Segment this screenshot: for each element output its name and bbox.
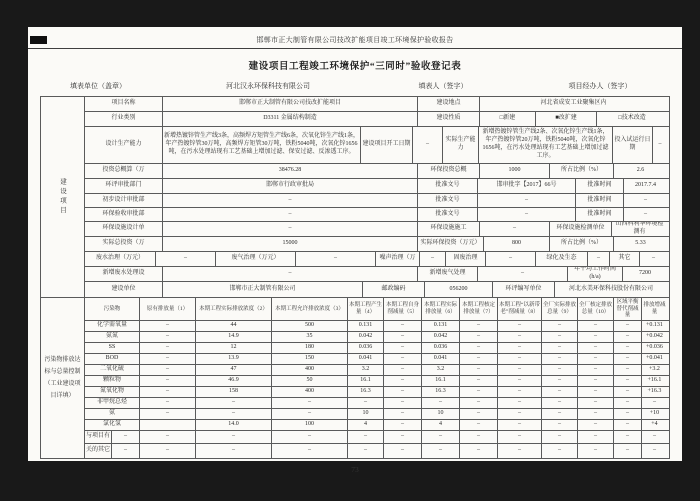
cell: 年平均工作时间(h/a) bbox=[567, 267, 622, 281]
cell: – bbox=[587, 252, 609, 266]
table-row bbox=[85, 163, 669, 178]
cell: 500 bbox=[271, 321, 347, 331]
cell: – bbox=[577, 431, 613, 443]
cell: 建设性质 bbox=[417, 112, 479, 126]
cell: – bbox=[459, 376, 497, 386]
cell: – bbox=[139, 365, 195, 375]
cell: – bbox=[497, 343, 541, 353]
table-row bbox=[85, 236, 669, 251]
table-row bbox=[85, 342, 669, 353]
cell: 绿化及生态 bbox=[535, 252, 587, 266]
cell: 噪声治理（万 bbox=[375, 252, 419, 266]
cell: – bbox=[497, 321, 541, 331]
cell: – bbox=[459, 444, 497, 458]
cell: 环保设施设计单 bbox=[102, 225, 145, 232]
cell: – bbox=[497, 444, 541, 458]
cell: 环保设施施工 bbox=[417, 222, 479, 236]
cell: – bbox=[383, 332, 421, 342]
cell: 12 bbox=[195, 343, 271, 353]
meta-row bbox=[28, 81, 682, 91]
cell: 环评编写单位 bbox=[492, 282, 554, 297]
cell: – bbox=[383, 398, 421, 408]
cell: 本期工程“以新带老”削减量（8） bbox=[497, 298, 541, 320]
cell: 环保设施检测单位 bbox=[549, 222, 611, 236]
cell: – bbox=[459, 387, 497, 397]
cell: 056200 bbox=[424, 282, 492, 297]
cell: 环保验收审批部 bbox=[102, 210, 145, 217]
cell: – bbox=[613, 409, 641, 419]
section-project bbox=[41, 97, 669, 297]
cell: – bbox=[139, 409, 195, 419]
cell: SS bbox=[108, 344, 116, 351]
cell: – bbox=[162, 208, 417, 221]
cell: 35 bbox=[271, 332, 347, 342]
document-page bbox=[28, 27, 682, 474]
cell: – bbox=[613, 321, 641, 331]
cell: – bbox=[641, 444, 667, 458]
cell: – bbox=[623, 208, 667, 221]
cell: – bbox=[139, 376, 195, 386]
cell: – bbox=[459, 321, 497, 331]
cell: – bbox=[541, 387, 577, 397]
section-pollutants bbox=[41, 297, 669, 458]
cell: – bbox=[577, 409, 613, 419]
cell: 批准时间 bbox=[575, 208, 623, 221]
cell: – bbox=[541, 409, 577, 419]
cell: 山西科利华环境检测有 bbox=[611, 222, 667, 236]
cell: 所占比例（%） bbox=[549, 237, 613, 251]
cell: 新增热镀锌管生产线3条，高频焊方矩管生产线6条，次氧化锌生产线1条，年产热镀锌管30万吨，高频焊方矩管30万吨，铁粉5040吨，次氧化锌1656吨，在污水处理站现有工艺基础上增加过滤、保安过滤、反渗透工序。 bbox=[162, 127, 360, 163]
cell: 2017.7.4 bbox=[623, 179, 667, 193]
cell: 800 bbox=[483, 237, 549, 251]
table-row bbox=[85, 251, 669, 266]
cell: – bbox=[271, 444, 347, 458]
cell: 3.2 bbox=[421, 365, 459, 375]
registration-table bbox=[40, 96, 670, 459]
cell: 二氧化硫 bbox=[99, 366, 124, 373]
cell: – bbox=[577, 321, 613, 331]
table-row bbox=[85, 97, 669, 111]
cell: – bbox=[139, 444, 195, 458]
cell: 所占比例（%） bbox=[549, 164, 613, 178]
cell: 与项目有 bbox=[86, 433, 111, 440]
cell: 2.6 bbox=[613, 164, 667, 178]
cell: 新增热镀锌管生产线2条、次氧化锌生产线1条，年产热镀锌管20万吨，铁粉5040吨，次氧化锌1656吨，在污水处理站现有工艺基础上增加过滤工序。 bbox=[478, 127, 612, 163]
cell: 本期工程实际排放浓度（2） bbox=[195, 298, 271, 320]
table-row bbox=[85, 193, 669, 207]
cell: 实际环保投资（万元） bbox=[417, 237, 483, 251]
cell: 建设项目开工日期 bbox=[360, 127, 412, 163]
cell: 16.3 bbox=[347, 387, 383, 397]
cell: 批准文号 bbox=[417, 179, 477, 193]
cell: – bbox=[577, 343, 613, 353]
cell: – bbox=[459, 398, 497, 408]
cell: 批准时间 bbox=[575, 194, 623, 207]
cell: – bbox=[541, 354, 577, 364]
cell: 44 bbox=[195, 321, 271, 331]
cell: 氨氮 bbox=[105, 333, 118, 340]
cell: – bbox=[477, 208, 575, 221]
cell: – bbox=[162, 222, 417, 236]
cell: 本期工程自身削减量（5） bbox=[383, 298, 421, 320]
table-row bbox=[85, 266, 669, 281]
cell: 实际生产能力 bbox=[442, 127, 478, 163]
cell: 邯审批字【2017】66号 bbox=[477, 179, 575, 193]
cell: – bbox=[497, 365, 541, 375]
cell: – bbox=[613, 365, 641, 375]
cell: – bbox=[613, 332, 641, 342]
cell: 0.041 bbox=[347, 354, 383, 364]
fill-unit-value: 河北汉永环保科技有限公司 bbox=[226, 82, 310, 90]
cell: 10 bbox=[347, 409, 383, 419]
cell: 颗粒物 bbox=[102, 377, 121, 384]
cell: 其它 bbox=[609, 252, 639, 266]
cell: 13.9 bbox=[195, 354, 271, 364]
cell: – bbox=[459, 365, 497, 375]
cell: 46.9 bbox=[195, 376, 271, 386]
table-row bbox=[85, 397, 669, 408]
cell: – bbox=[613, 420, 641, 430]
cell: – bbox=[383, 431, 421, 443]
cell: 邯郸市正大制管有限公司 bbox=[162, 282, 362, 297]
cell: 环评审批部门 bbox=[105, 182, 142, 189]
cell: 批准时间 bbox=[575, 179, 623, 193]
cell: 4 bbox=[421, 420, 459, 430]
cell: – bbox=[577, 444, 613, 458]
cell: – bbox=[613, 398, 641, 408]
cell: +4 bbox=[641, 420, 667, 430]
cell: 氨 bbox=[108, 410, 115, 417]
cell: – bbox=[541, 332, 577, 342]
cell: 38476.28 bbox=[162, 164, 417, 178]
filler-label: 填表人（签字） bbox=[418, 82, 468, 90]
cell: 污染物 bbox=[103, 305, 121, 312]
cell: 16.1 bbox=[347, 376, 383, 386]
cell: 废水治理（万元） bbox=[95, 255, 144, 262]
table-row bbox=[85, 320, 669, 331]
cell: – bbox=[652, 127, 667, 163]
cell: +16.1 bbox=[641, 376, 667, 386]
cell: – bbox=[485, 252, 535, 266]
cell: – bbox=[383, 387, 421, 397]
cell: – bbox=[639, 252, 667, 266]
cell: – bbox=[577, 387, 613, 397]
cell: 16.3 bbox=[421, 387, 459, 397]
cell: 建设单位 bbox=[111, 285, 136, 292]
cell: – bbox=[383, 420, 421, 430]
cell: – bbox=[111, 431, 139, 443]
cell: – bbox=[412, 127, 442, 163]
cell: 0.042 bbox=[421, 332, 459, 342]
cell: – bbox=[613, 431, 641, 443]
cell: – bbox=[477, 194, 575, 207]
cell: – bbox=[162, 194, 417, 207]
cell: – bbox=[295, 252, 375, 266]
cell: – bbox=[497, 409, 541, 419]
cell: – bbox=[479, 222, 549, 236]
cell: +3.2 bbox=[641, 365, 667, 375]
cell: 本期工程产生量（4） bbox=[347, 298, 383, 320]
cell: 投入试运行日期 bbox=[612, 127, 652, 163]
cell: 初步设计审批部 bbox=[102, 196, 145, 203]
cell: – bbox=[383, 365, 421, 375]
cell: – bbox=[383, 376, 421, 386]
cell: – bbox=[497, 398, 541, 408]
table-row bbox=[85, 126, 669, 163]
table-row bbox=[85, 353, 669, 364]
cell: – bbox=[162, 267, 417, 281]
cell: 新增废水处理设 bbox=[102, 270, 145, 277]
cell: 16.1 bbox=[421, 376, 459, 386]
cell: – bbox=[613, 387, 641, 397]
cell: 1000 bbox=[479, 164, 549, 178]
cell: 10 bbox=[421, 409, 459, 419]
cell: 全厂核定排放总量（10） bbox=[577, 298, 613, 320]
cell: – bbox=[347, 431, 383, 443]
cell: – bbox=[347, 444, 383, 458]
cell: 区域平衡替代削减量 bbox=[613, 298, 641, 320]
cell: – bbox=[139, 398, 195, 408]
group-label-project: 建设项目 bbox=[41, 97, 85, 297]
cell: – bbox=[577, 365, 613, 375]
cell: – bbox=[195, 398, 271, 408]
cell: 400 bbox=[271, 365, 347, 375]
group-label-pollutants: 污染物排放达标与总量控制（工业建设项目详填） bbox=[41, 298, 85, 458]
cell: 本期工程核定排放量（7） bbox=[459, 298, 497, 320]
cell: – bbox=[419, 252, 445, 266]
cell: 河北水美环保科技股份有限公司 bbox=[554, 282, 667, 297]
cell: 批准文号 bbox=[417, 208, 477, 221]
cell: 非甲烷总烃 bbox=[96, 399, 127, 406]
cell: +0.042 bbox=[641, 332, 667, 342]
cell: – bbox=[139, 354, 195, 364]
table-row bbox=[85, 221, 669, 236]
cell: 化学需氧量 bbox=[96, 322, 127, 329]
table-row bbox=[85, 298, 669, 320]
cell: – bbox=[271, 431, 347, 443]
cell: – bbox=[541, 444, 577, 458]
cell: +0.036 bbox=[641, 343, 667, 353]
cell: 0.131 bbox=[347, 321, 383, 331]
cell: – bbox=[623, 194, 667, 207]
cell: – bbox=[497, 387, 541, 397]
cell: 建设地点 bbox=[417, 97, 479, 111]
cell: 邯郸市行政审批局 bbox=[162, 179, 417, 193]
cell: 0.042 bbox=[347, 332, 383, 342]
cell: – bbox=[383, 444, 421, 458]
table-row bbox=[85, 408, 669, 419]
cell: 47 bbox=[195, 365, 271, 375]
table-row bbox=[85, 375, 669, 386]
cell: – bbox=[497, 420, 541, 430]
cell: D3311 金属结构制造 bbox=[162, 112, 417, 126]
cell: – bbox=[577, 376, 613, 386]
table-row bbox=[85, 178, 669, 193]
cell: – bbox=[139, 321, 195, 331]
table-row bbox=[85, 281, 669, 297]
cell: – bbox=[613, 343, 641, 353]
cell: – bbox=[541, 343, 577, 353]
cell: – bbox=[459, 354, 497, 364]
cell: □新建 bbox=[479, 112, 535, 126]
cell: – bbox=[641, 398, 667, 408]
cell: – bbox=[541, 321, 577, 331]
cell: – bbox=[383, 321, 421, 331]
cell: □技术改造 bbox=[596, 112, 667, 126]
cell: 行业类别 bbox=[111, 115, 136, 122]
cell: – bbox=[459, 409, 497, 419]
cell: 河北省成安工业聚集区内 bbox=[479, 97, 667, 111]
cell: – bbox=[155, 252, 215, 266]
cell: 180 bbox=[271, 343, 347, 353]
cell: – bbox=[139, 343, 195, 353]
header-rule bbox=[28, 48, 682, 49]
project-rows bbox=[85, 97, 669, 297]
cell: 14.9 bbox=[195, 332, 271, 342]
table-row bbox=[85, 443, 669, 458]
cell: – bbox=[613, 354, 641, 364]
cell: – bbox=[497, 376, 541, 386]
cell bbox=[139, 420, 195, 430]
cell: 氮氧化物 bbox=[99, 388, 124, 395]
page-number: 73 bbox=[351, 465, 359, 474]
table-row bbox=[85, 364, 669, 375]
cell: – bbox=[139, 332, 195, 342]
cell: 158 bbox=[195, 387, 271, 397]
cell: 本期工程允许排放浓度（3） bbox=[271, 298, 347, 320]
cell: – bbox=[195, 444, 271, 458]
report-header: 邯郸市正大制管有限公司技改扩能项目竣工环境保护验收报告 bbox=[256, 36, 454, 44]
table-row bbox=[85, 430, 669, 443]
cell: 排放增减量 bbox=[641, 298, 667, 320]
cell: 固废治理 bbox=[445, 252, 485, 266]
cell: 0.036 bbox=[347, 343, 383, 353]
cell: 400 bbox=[271, 387, 347, 397]
cell: 3.2 bbox=[347, 365, 383, 375]
cell: 新增废气处理 bbox=[417, 267, 477, 281]
cell: – bbox=[383, 343, 421, 353]
cell: – bbox=[541, 376, 577, 386]
cell: +0.041 bbox=[641, 354, 667, 364]
cell: 投资总概算（万 bbox=[102, 167, 145, 174]
cell: 氯化氢 bbox=[102, 421, 121, 428]
cell: – bbox=[613, 444, 641, 458]
cell: – bbox=[577, 332, 613, 342]
cell: – bbox=[195, 431, 271, 443]
cell: 5.33 bbox=[613, 237, 667, 251]
cell: 15000 bbox=[162, 237, 417, 251]
cell: – bbox=[139, 431, 195, 443]
cell: – bbox=[497, 354, 541, 364]
cell: +10 bbox=[641, 409, 667, 419]
cell: – bbox=[641, 431, 667, 443]
cell: – bbox=[347, 398, 383, 408]
cell: – bbox=[497, 332, 541, 342]
cell: – bbox=[613, 376, 641, 386]
cell: – bbox=[421, 444, 459, 458]
cell: – bbox=[195, 409, 271, 419]
cell: – bbox=[577, 420, 613, 430]
cell: – bbox=[139, 387, 195, 397]
cell: – bbox=[477, 267, 567, 281]
cell: 0.036 bbox=[421, 343, 459, 353]
cell: BOD bbox=[105, 355, 119, 362]
cell: 邯郸市正大制管有限公司技改扩能项目 bbox=[162, 97, 417, 111]
table-row bbox=[85, 207, 669, 221]
cell: – bbox=[497, 431, 541, 443]
cell: – bbox=[459, 431, 497, 443]
cell: 关的其它 bbox=[86, 447, 111, 454]
cell: 邮政编码 bbox=[362, 282, 424, 297]
cell: – bbox=[383, 354, 421, 364]
table-row bbox=[85, 386, 669, 397]
cell: – bbox=[541, 431, 577, 443]
cell: +0.131 bbox=[641, 321, 667, 331]
cell: – bbox=[577, 398, 613, 408]
cell: – bbox=[541, 420, 577, 430]
cell: – bbox=[421, 398, 459, 408]
cell: 项目名称 bbox=[111, 100, 136, 107]
cell: 0.041 bbox=[421, 354, 459, 364]
cell: 设计生产能力 bbox=[105, 141, 142, 148]
cell: 全厂实际排放总量（9） bbox=[541, 298, 577, 320]
cell: – bbox=[541, 365, 577, 375]
cell: 环保投资总概 bbox=[417, 164, 479, 178]
cell: – bbox=[577, 354, 613, 364]
table-row bbox=[85, 331, 669, 342]
table-row bbox=[85, 419, 669, 430]
cell: +16.3 bbox=[641, 387, 667, 397]
cell: 150 bbox=[271, 354, 347, 364]
cell: 本期工程实际排放量（6） bbox=[421, 298, 459, 320]
cell: 100 bbox=[271, 420, 347, 430]
cell: 14.0 bbox=[195, 420, 271, 430]
handler-label: 项目经办人（签字） bbox=[568, 82, 632, 90]
pollutant-rows bbox=[85, 298, 669, 458]
scan-corner-mark bbox=[30, 36, 47, 44]
cell: – bbox=[459, 420, 497, 430]
fill-unit-label: 填表单位（盖章） bbox=[70, 82, 126, 90]
cell: 7200 bbox=[622, 267, 667, 281]
cell: 0.131 bbox=[421, 321, 459, 331]
cell: ■改扩建 bbox=[535, 112, 596, 126]
form-title: 建设项目工程竣工环境保护“三同时”验收登记表 bbox=[248, 62, 462, 72]
cell: 4 bbox=[347, 420, 383, 430]
cell: – bbox=[541, 398, 577, 408]
cell: 批准文号 bbox=[417, 194, 477, 207]
cell: 废气治理（万元） bbox=[215, 252, 295, 266]
cell: – bbox=[271, 398, 347, 408]
cell: – bbox=[459, 332, 497, 342]
cell: – bbox=[421, 431, 459, 443]
cell: – bbox=[271, 409, 347, 419]
cell: 原有排放量（1） bbox=[139, 298, 195, 320]
cell: – bbox=[111, 444, 139, 458]
cell: – bbox=[459, 343, 497, 353]
cell: – bbox=[383, 409, 421, 419]
table-row bbox=[85, 111, 669, 126]
cell: 50 bbox=[271, 376, 347, 386]
cell: 实际总投资（万 bbox=[102, 240, 145, 247]
